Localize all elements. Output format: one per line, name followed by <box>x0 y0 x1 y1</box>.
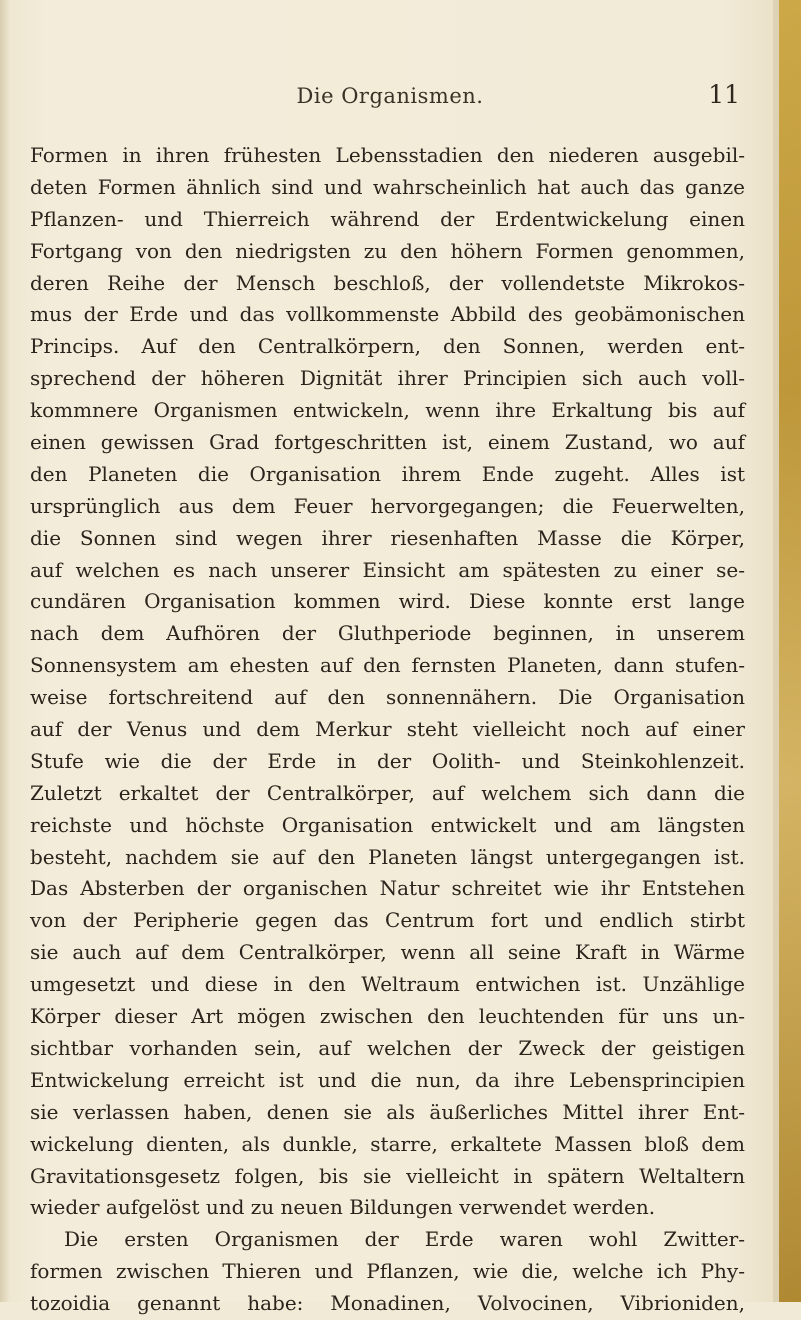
text-line: einen gewissen Grad fortgeschritten ist, einem Zustand, wo auf <box>30 430 745 455</box>
text-line: Zuletzt erkaltet der Centralkörper, auf welchem sich dann die <box>30 780 745 805</box>
text-line: Gravitationsgesetz folgen, bis sie vielleicht in spätern Weltaltern <box>30 1163 745 1188</box>
gutter-shadow <box>0 0 10 1302</box>
text-line: cundären Organisation kommen wird. Diese konnte erst lange <box>30 589 745 614</box>
text-line: die Sonnen sind wegen ihrer riesenhaften Masse die Körper, <box>30 525 745 550</box>
page-header <box>40 80 740 114</box>
text-line: Pflanzen- und Thierreich während der Erdentwickelung einen <box>30 206 745 231</box>
text-line: Stufe wie die der Erde in der Oolith- und Steinkohlenzeit. <box>30 748 745 773</box>
text-line: sprechend der höheren Dignität ihrer Principien sich auch voll- <box>30 366 745 391</box>
text-line: Sonnensystem am ehesten auf den fernsten Planeten, dann stufen- <box>30 653 745 678</box>
text-line: auf der Venus und dem Merkur steht vielleicht noch auf einer <box>30 717 745 742</box>
text-line: ursprünglich aus dem Feuer hervorgegangen; die Feuerwelten, <box>30 493 745 518</box>
text-line: umgesetzt und diese in den Weltraum entwichen ist. Unzählige <box>30 972 745 997</box>
text-line: reichste und höchste Organisation entwickelt und am längsten <box>30 812 745 837</box>
text-line: formen zwischen Thieren und Pflanzen, wie die, welche ich Phy- <box>30 1259 745 1284</box>
text-line: Formen in ihren frühesten Lebensstadien den niederen ausgebil- <box>30 143 745 167</box>
text-line: tozoidia genannt habe: Monadinen, Volvocinen, Vibrioniden, <box>30 1291 745 1316</box>
text-line: den Planeten die Organisation ihrem Ende zugeht. Alles ist <box>30 461 745 486</box>
text-line: Die ersten Organismen der Erde waren wohl Zwitter- <box>64 1227 745 1252</box>
gilt-edge <box>779 0 801 1302</box>
text-line: deten Formen ähnlich sind und wahrscheinlich hat auch das ganze <box>30 174 745 199</box>
text-line: sie auch auf dem Centralkörper, wenn all seine Kraft in Wärme <box>30 940 745 965</box>
text-line: Princips. Auf den Centralkörpern, den Sonnen, werden ent- <box>30 334 745 359</box>
text-line: Das Absterben der organischen Natur schreitet wie ihr Entstehen <box>30 876 745 901</box>
text-line: auf welchen es nach unserer Einsicht am spätesten zu einer se- <box>30 557 745 582</box>
text-line: wieder aufgelöst und zu neuen Bildungen verwendet werden. <box>30 1195 656 1220</box>
text-line: von der Peripherie gegen das Centrum fort und endlich stirbt <box>30 908 745 933</box>
text-line: deren Reihe der Mensch beschloß, der vollendetste Mikrokos- <box>30 270 745 295</box>
text-line: nach dem Aufhören der Gluthperiode beginnen, in unserem <box>30 621 745 646</box>
text-line: sie verlassen haben, denen sie als äußerliches Mittel ihrer Ent- <box>30 1099 745 1124</box>
text-line: Körper dieser Art mögen zwischen den leuchtenden für uns un- <box>30 1004 745 1029</box>
body-text <box>30 140 745 1316</box>
text-line: Fortgang von den niedrigsten zu den höhern Formen genommen, <box>30 238 745 263</box>
text-line: mus der Erde und das vollkommenste Abbild des geobämonischen <box>30 302 745 327</box>
text-line: Entwickelung erreicht ist und die nun, da ihre Lebensprincipien <box>30 1067 745 1092</box>
page-number: 11 <box>708 80 740 109</box>
text-line: besteht, nachdem sie auf den Planeten längst untergegangen ist. <box>30 844 745 869</box>
running-title: Die Organismen. <box>296 84 484 108</box>
text-line: wickelung dienten, als dunkle, starre, erkaltete Massen bloß dem <box>30 1131 745 1156</box>
text-line: sichtbar vorhanden sein, auf welchen der Zweck der geistigen <box>30 1035 745 1060</box>
text-line: weise fortschreitend auf den sonnennähern. Die Organisation <box>30 685 745 710</box>
text-line: kommnere Organismen entwickeln, wenn ihre Erkaltung bis auf <box>30 398 745 423</box>
